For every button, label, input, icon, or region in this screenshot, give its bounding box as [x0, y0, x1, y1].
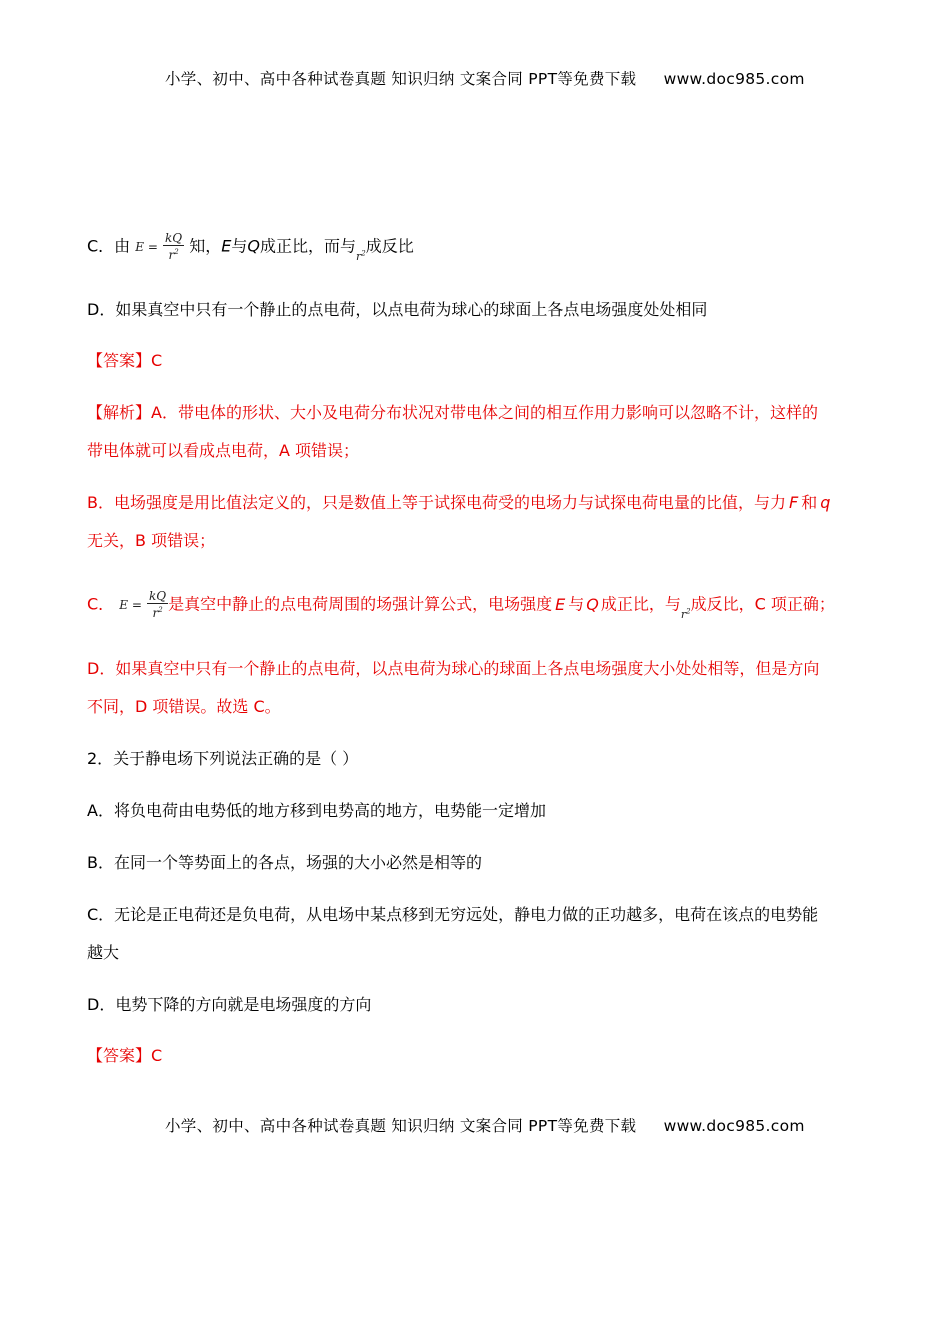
formula-fraction: $\frac{kQ}{r^2}$ [165, 231, 183, 263]
q2-option-c-line2: 越大 [87, 943, 120, 962]
q2-option-a: A．将负电荷由电势低的地方移到电势高的地方，电势能一定增加 [87, 801, 546, 820]
analysis-d-line2: 不同，D 项错误。故选 C。 [87, 697, 281, 716]
analysis-a-line2: 带电体就可以看成点电荷，A 项错误； [87, 441, 360, 460]
footer-text: 小学、初中、高中各种试卷真题 知识归纳 文案合同 PPT等免费下载 [165, 1117, 637, 1135]
analysis-d-line1: D．如果真空中只有一个静止的点电荷，以点电荷为球心的球面上各点电场强度大小处处相等，但是方向 [87, 659, 820, 678]
q2-option-d: D．电势下降的方向就是电场强度的方向 [87, 995, 372, 1014]
analysis-b-line2: 无关，B 项错误； [87, 531, 216, 550]
q2-option-b: B．在同一个等势面上的各点，场强的大小必然是相等的 [87, 853, 482, 872]
formula-r-squared: r2 [355, 249, 366, 263]
footer-url[interactable]: www.doc985.com [663, 1117, 805, 1135]
analysis-formula-fraction: $\frac{kQ}{r^2}$ [149, 589, 167, 621]
q2-option-c-line1: C．无论是正电荷还是负电荷，从电场中某点移到无穷远处，静电力做的正功越多，电荷在该点的电势能 [87, 905, 819, 924]
analysis-r-squared: r2 [680, 607, 691, 621]
q1-answer: 【答案】C [87, 351, 163, 370]
page-header [165, 69, 805, 89]
q1-option-d: D．如果真空中只有一个静止的点电荷，以点电荷为球心的球面上各点电场强度处处相同 [87, 300, 708, 319]
analysis-b-line1: B．电场强度是用比值法定义的，只是数值上等于试探电荷受的电场力与试探电荷电量的比值，与力 F 和 q [87, 493, 831, 512]
q1-option-c: C．由 E = $\frac{kQ}{r^2}$ 知，E与Q成正比，而与$_{r^2}$成反比 [87, 231, 414, 263]
analysis-a-line1: 【解析】A．带电体的形状、大小及电荷分布状况对带电体之间的相互作用力影响可以忽略不计，这样的 [87, 403, 818, 422]
formula-lhs: E = [135, 240, 158, 255]
header-text: 小学、初中、高中各种试卷真题 知识归纳 文案合同 PPT等免费下载 [165, 70, 637, 88]
header-url[interactable]: www.doc985.com [663, 70, 805, 88]
q2-stem: 2．关于静电场下列说法正确的是（ ） [87, 749, 359, 768]
q2-answer: 【答案】C [87, 1046, 163, 1065]
page-footer [165, 1116, 805, 1136]
analysis-c: C． E = $\frac{kQ}{r^2}$ 是真空中静止的点电荷周围的场强计算公式，电场强度 E 与 Q 成正比，与$_{r^2}$成反比，C 项正确； [87, 589, 835, 621]
